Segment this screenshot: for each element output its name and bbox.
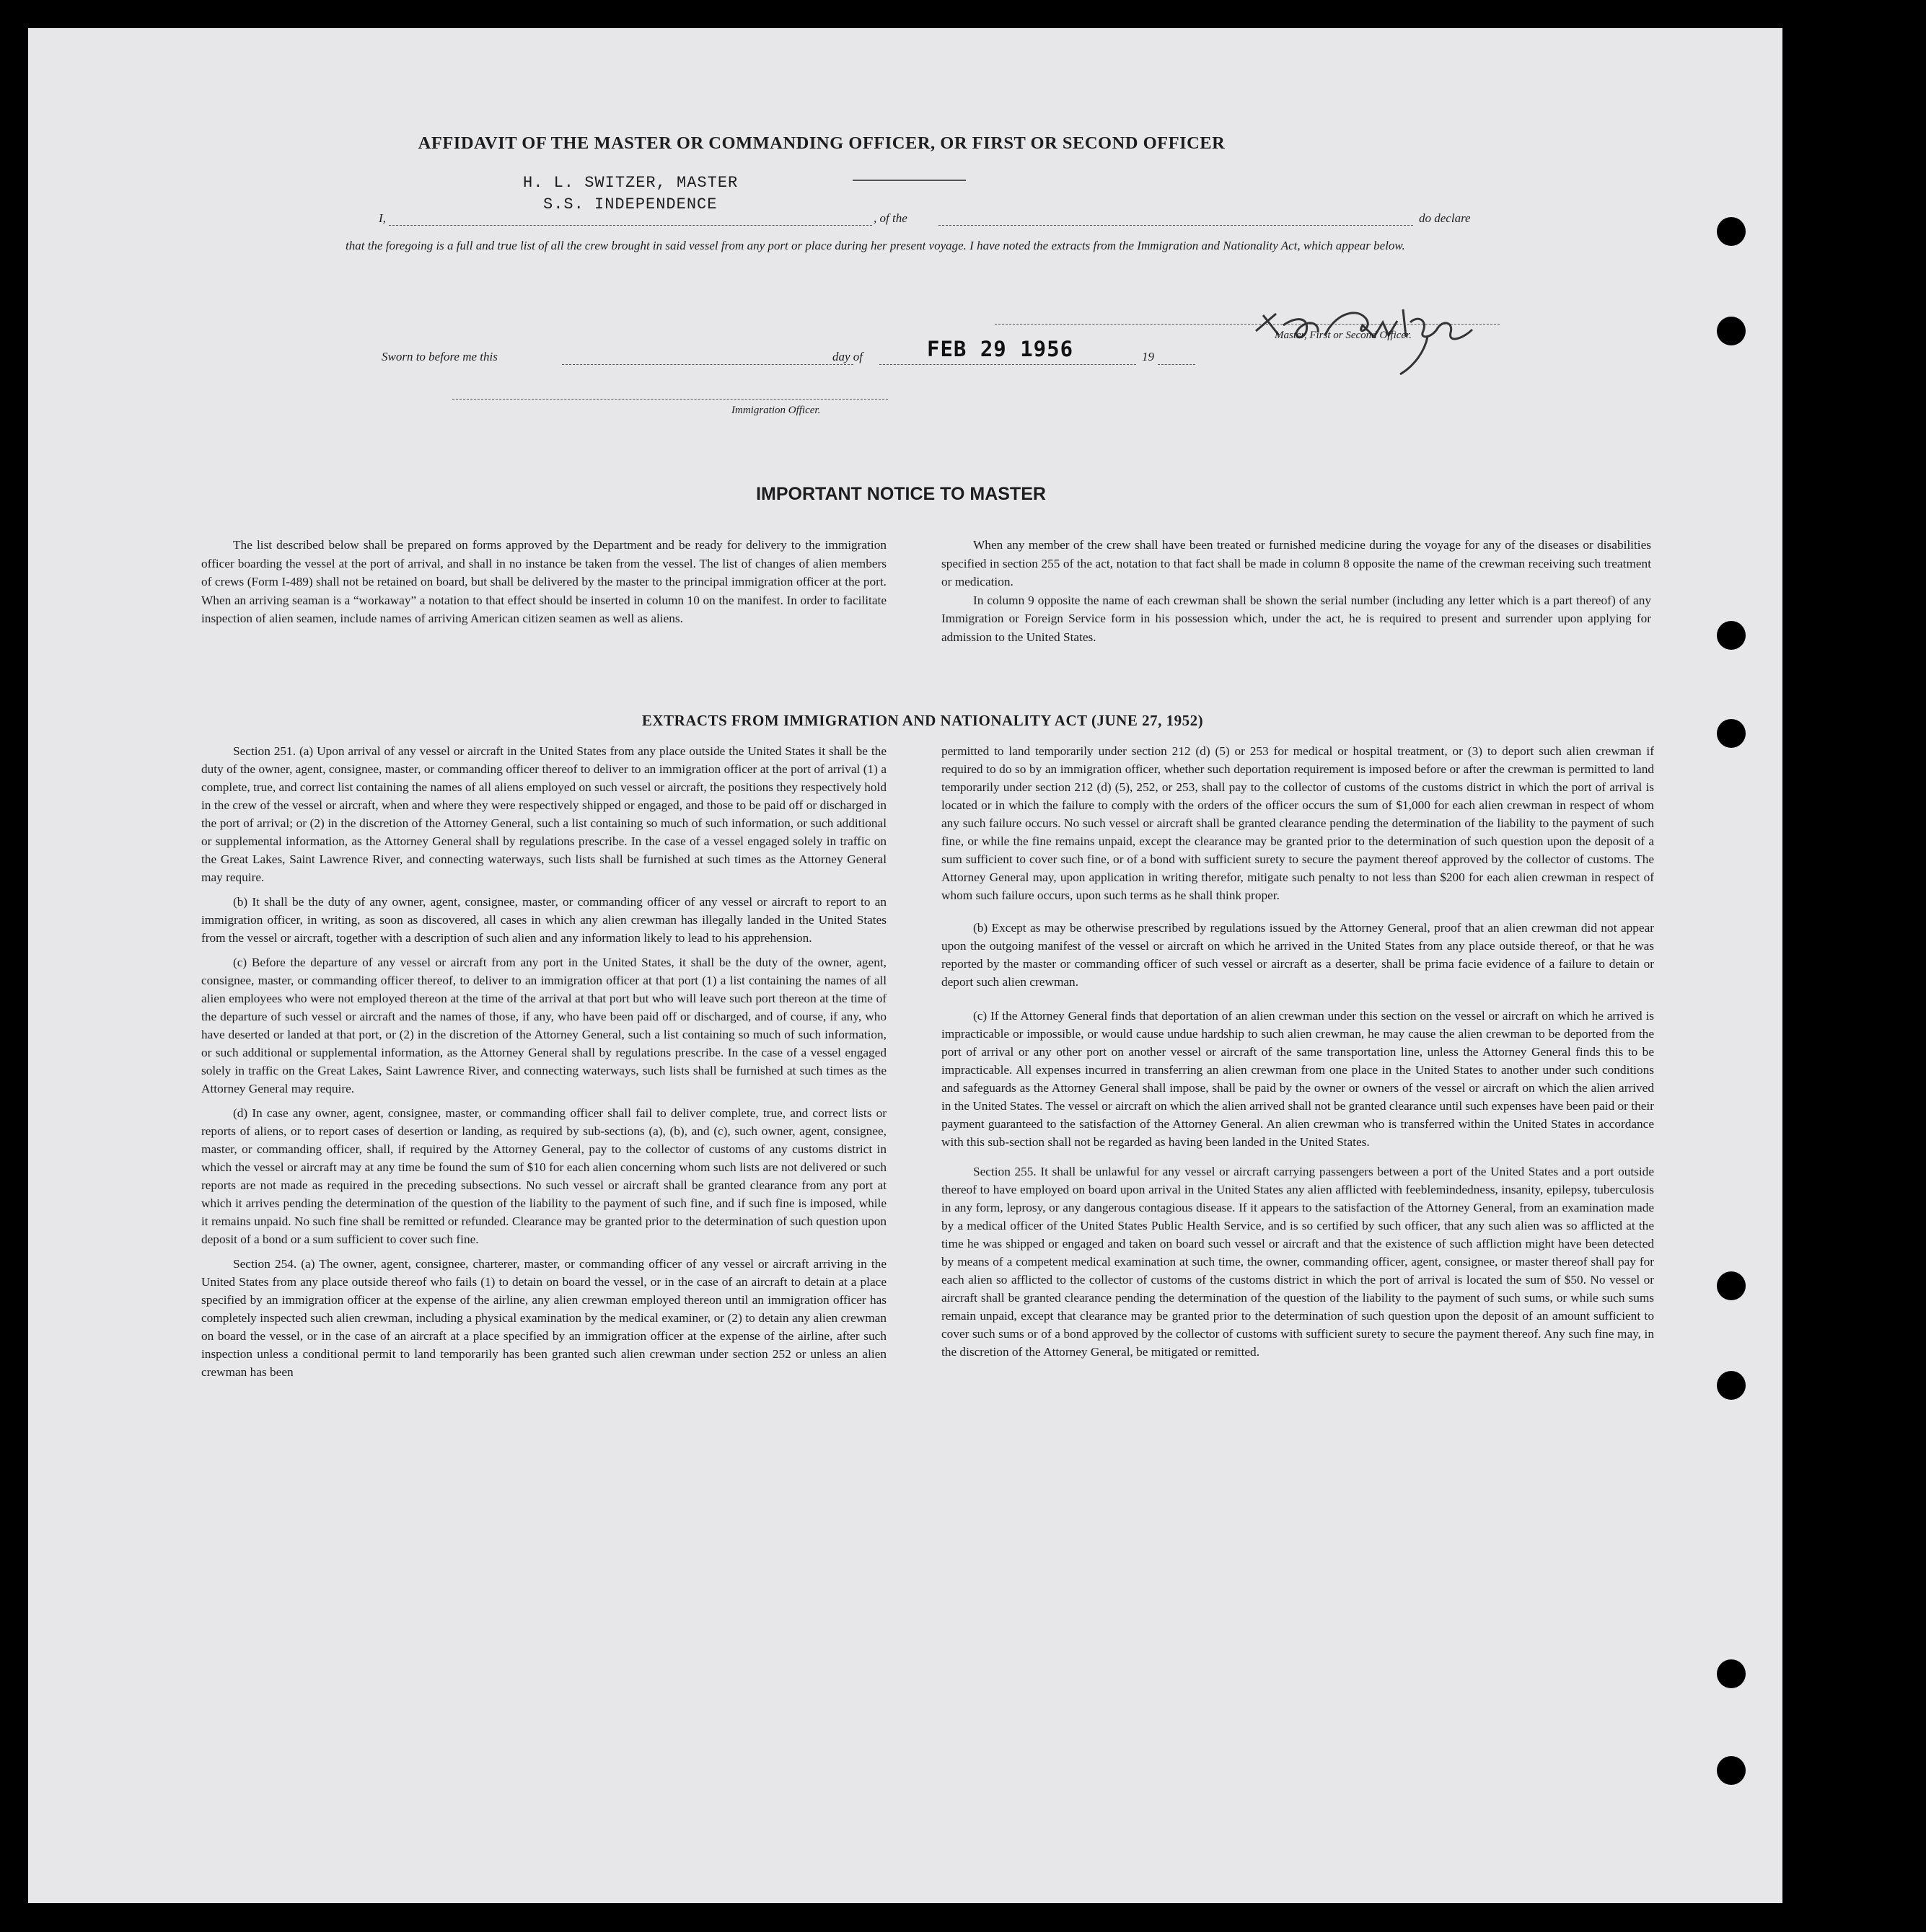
notice-left-column <box>201 536 887 635</box>
punch-hole-icon <box>1717 1756 1746 1785</box>
typed-vessel-name: S.S. INDEPENDENCE <box>543 195 718 213</box>
extracts-right-column <box>941 742 1654 1367</box>
section-251-a: Section 251. (a) Upon arrival of any vessel or aircraft in the United States from any place outside the United States it shall be the duty of the owner, agent, consignee, master, or commanding officer thereof to deliver to an immigration officer at the port of arrival (1) a complete, true, and correct list containing the names of all aliens employed on such vessel or aircraft, the positions they respectively hold in the crew of the vessel or aircraft, when and where they were respectively shipped or engaged, and those to be paid off or discharged in the port of arrival; or (2) in the discretion of the Attorney General, such a list containing so much of such information, or such additional or supplemental information, as the Attorney General shall by regulations prescribe. In the case of a vessel engaged solely in traffic on the Great Lakes, Saint Lawrence River, and connecting waterways, such lists shall be furnished at such times as the Attorney General may require. <box>201 744 887 884</box>
sworn-prefix: Sworn to before me this <box>382 350 498 363</box>
section-251-c: (c) Before the departure of any vessel or aircraft from any port in the United States, it shall be the duty of the owner, agent, consignee, master, or commanding officer thereof, to deliver to an immigration officer at that port (1) a list containing the names of all alien employees who were not employed thereon at the time of the arrival at that port but who will leave such port thereon at the time of the departure of such vessel or aircraft and the names of those, if any, who have been paid off or discharged, and of course, if any, who have deserted or landed at that port, or (2) in the discretion of the Attorney General, such a list containing so much of such information, or such additional or supplemental information, as the Attorney General shall by regulations prescribe. In the case of a vessel engaged solely in traffic on the Great Lakes, Saint Lawrence River, and connecting waterways, such lists shall be furnished at such times as the Attorney General may require. <box>201 956 887 1095</box>
punch-hole-icon <box>1717 621 1746 650</box>
notice-right-column <box>941 536 1651 653</box>
punch-hole-icon <box>1717 1271 1746 1300</box>
typed-master-name: H. L. SWITZER, MASTER <box>523 174 739 192</box>
sworn-day-of: day of <box>832 350 863 363</box>
affidavit-declaration: that the foregoing is a full and true list of all the crew brought in said vessel from any port or place during her present voyage. I have noted the extracts from the Immigration and Nationality Act, which appear below. <box>346 239 1405 252</box>
punch-hole-icon <box>1717 217 1746 246</box>
section-255: Section 255. It shall be unlawful for any vessel or aircraft carrying passengers between a port of the United States and a port outside thereof to have employed on board upon arrival in the United States any alien afflicted with feeblemindedness, insanity, epilepsy, tuberculosis in any form, leprosy, or any dangerous contagious disease. If it appears to the satisfaction of the Attorney General, from an examination made by a medical officer of the United States Public Health Service, and is so certified by such officer, that any such alien was so afflicted at the time he was shipped or engaged and taken on board such vessel or aircraft and that the existence of such affliction might have been detected by means of a competent medical examination at such time, the owner, commanding officer, agent, consignee, or master thereof shall pay for each alien so afflicted to the collector of customs of the customs district in which the port of arrival is located the sum of $50. No vessel or aircraft shall be granted clearance pending the determination of the question of the liability to the payment of such sums, or while such sums remain unpaid, except that clearance may be granted prior to the determination of such question upon the deposit of an amount sufficient to cover such sums or of a bond approved by the collector of customs with sufficient surety to secure the payment thereof. Any such fine may, in the discretion of the Attorney General, be mitigated or remitted. <box>941 1165 1654 1359</box>
punch-hole-icon <box>1717 317 1746 345</box>
section-251-d: (d) In case any owner, agent, consignee, master, or commanding officer shall fail to deliver complete, true, and correct lists or reports of aliens, or to report cases of desertion or landing, as required by sub-sections (a), (b), and (c), such owner, agent, consignee, master, or commanding officer, shall, if required by the Attorney General, pay to the collector of customs of any customs district in which the vessel or aircraft may at any time be found the sum of $10 for each alien concerning whom such lists are not delivered or such reports are not made as required in the preceding subsections. No such vessel or aircraft shall be granted clearance from any port at which it arrives pending the determination of the question of the liability to the payment of such fine, and if such fine is imposed, while it remains unpaid. No such fine shall be remitted or refunded. Clearance may be granted prior to the determination of such question upon deposit of a bond or a sum sufficient to cover such fine. <box>201 1106 887 1246</box>
affidavit-line-i: I, <box>379 211 386 225</box>
punch-hole-icon <box>1717 719 1746 748</box>
affidavit-line-of-the: , of the <box>874 211 907 225</box>
stamped-date: FEB 29 1956 <box>927 337 1074 361</box>
extracts-title: EXTRACTS FROM IMMIGRATION AND NATIONALITY ACT (JUNE 27, 1952) <box>641 712 1204 729</box>
immigration-officer-caption: Immigration Officer. <box>731 405 821 416</box>
notice-title: IMPORTANT NOTICE TO MASTER <box>756 484 1046 504</box>
section-254-b: (b) Except as may be otherwise prescribed by regulations issued by the Attorney General, proof that an alien crewman did not appear upon the outgoing manifest of the vessel or aircraft on which he arrived in the United States from any place outside thereof, or that he was reported by the master or commanding officer of such vessel or aircraft as a deserter, shall be prima facie evidence of a failure to detain or deport such alien crewman. <box>941 921 1654 989</box>
section-254-a-continued: permitted to land temporarily under section 212 (d) (5) or 253 for medical or hospital treatment, or (3) to deport such alien crewman if required to do so by an immigration officer, whether such deportation requirement is imposed before or after the crewman is permitted to land temporarily under section 212 (d) (5), 252, or 253, shall pay to the collector of customs of the customs district in which the port of arrival is located or in which the failure to comply with the orders of the officer occurs the sum of $1,000 for each alien crewman in respect of whom any such failure occurs. No such vessel or aircraft shall be granted clearance pending the determination of the liability to the payment of such fine, or while the fine remains unpaid, except the clearance may be granted prior to the determination of such question upon the deposit of a sum sufficient to cover such fine, or of a bond with sufficient surety to secure the payment thereof approved by the collector of customs. The Attorney General may, upon application in writing therefor, mitigate such penalty to not less than $200 for each alien crewman in respect of whom such failure occurs, upon such terms as he shall think proper. <box>941 744 1654 902</box>
sworn-year: 19 <box>1142 350 1154 363</box>
section-254-c: (c) If the Attorney General finds that deportation of an alien crewman under this section on the vessel or aircraft on which he arrived is impracticable or impossible, or would cause undue hardship to such alien crewman, he may cause the alien crewman to be deported from the port of arrival or any other port on another vessel or aircraft of the same transportation line, unless the Attorney General finds this to be impracticable. All expenses incurred in transferring an alien crewman from one place in the United States to another under such conditions and safeguards as the Attorney General shall impose, shall be paid by the owner or owners of the vessel or aircraft on which the alien arrived in the United States. The vessel or aircraft on which the alien arrived shall not be granted clearance until such expenses have been paid or their payment guaranteed to the satisfaction of the Attorney General. An alien crewman who is transferred within the United States in accordance with this sub-section shall not be regarded as having been landed in the United States. <box>941 1009 1654 1149</box>
punch-hole-icon <box>1717 1371 1746 1400</box>
notice-right-paragraph-1: When any member of the crew shall have been treated or furnished medicine during the voyage for any of the diseases or disabilities specified in section 255 of the act, notation to that fact shall be made in column 8 opposite the name of the crewman receiving such treatment or medication. <box>941 538 1651 589</box>
section-251-b: (b) It shall be the duty of any owner, agent, consignee, master, or commanding officer of any vessel or aircraft to report to an immigration officer, in writing, as soon as discovered, all cases in which any alien crewman has illegally landed in the United States from the vessel or aircraft, together with a description of such alien and any information likely to lead to his apprehension. <box>201 895 887 945</box>
section-254-a: Section 254. (a) The owner, agent, consignee, charterer, master, or commanding officer of any vessel or aircraft arriving in the United States from any place outside thereof who fails (1) to detain on board the vessel, or in the case of an aircraft to detain at a place specified by an immigration officer at the expense of the airline, any alien crewman employed thereon until an immigration officer has completely inspected such alien crewman, including a physical examination by the medical examiner, or (2) to detain any alien crewman on board the vessel, or in the case of an aircraft at a place specified by an immigration officer at the expense of the airline, after such inspection unless a conditional permit to land temporarily has been granted such alien crewman under section 252 or unless an alien crewman has been <box>201 1257 887 1379</box>
signature-caption: Master, First or Second Officer. <box>1275 330 1412 341</box>
affidavit-title: AFFIDAVIT OF THE MASTER OR COMMANDING OFFICER, OR FIRST OR SECOND OFFICER <box>418 133 1226 153</box>
document-page <box>28 28 1782 1903</box>
notice-right-paragraph-2: In column 9 opposite the name of each crewman shall be shown the serial number (including any letter which is a part thereof) of any Immigration or Foreign Service form in his possession which, under the act, he is required to present and surrender upon applying for admission to the United States. <box>941 593 1651 644</box>
notice-left-paragraph: The list described below shall be prepared on forms approved by the Department and be ready for delivery to the immigration officer boarding the vessel at the port of arrival, and shall in no instance be taken from the vessel. The list of changes of alien members of crews (Form I-489) shall not be retained on board, but shall be delivered by the master to the principal immigration officer at the port. When an arriving seaman is a “workaway” a notation to that effect should be inserted in column 10 on the manifest. In order to facilitate inspection of alien seamen, include names of arriving American citizen seamen as well as aliens. <box>201 538 887 626</box>
extracts-left-column <box>201 742 887 1388</box>
affidavit-line-do-declare: do declare <box>1419 211 1471 225</box>
punch-hole-icon <box>1717 1659 1746 1688</box>
